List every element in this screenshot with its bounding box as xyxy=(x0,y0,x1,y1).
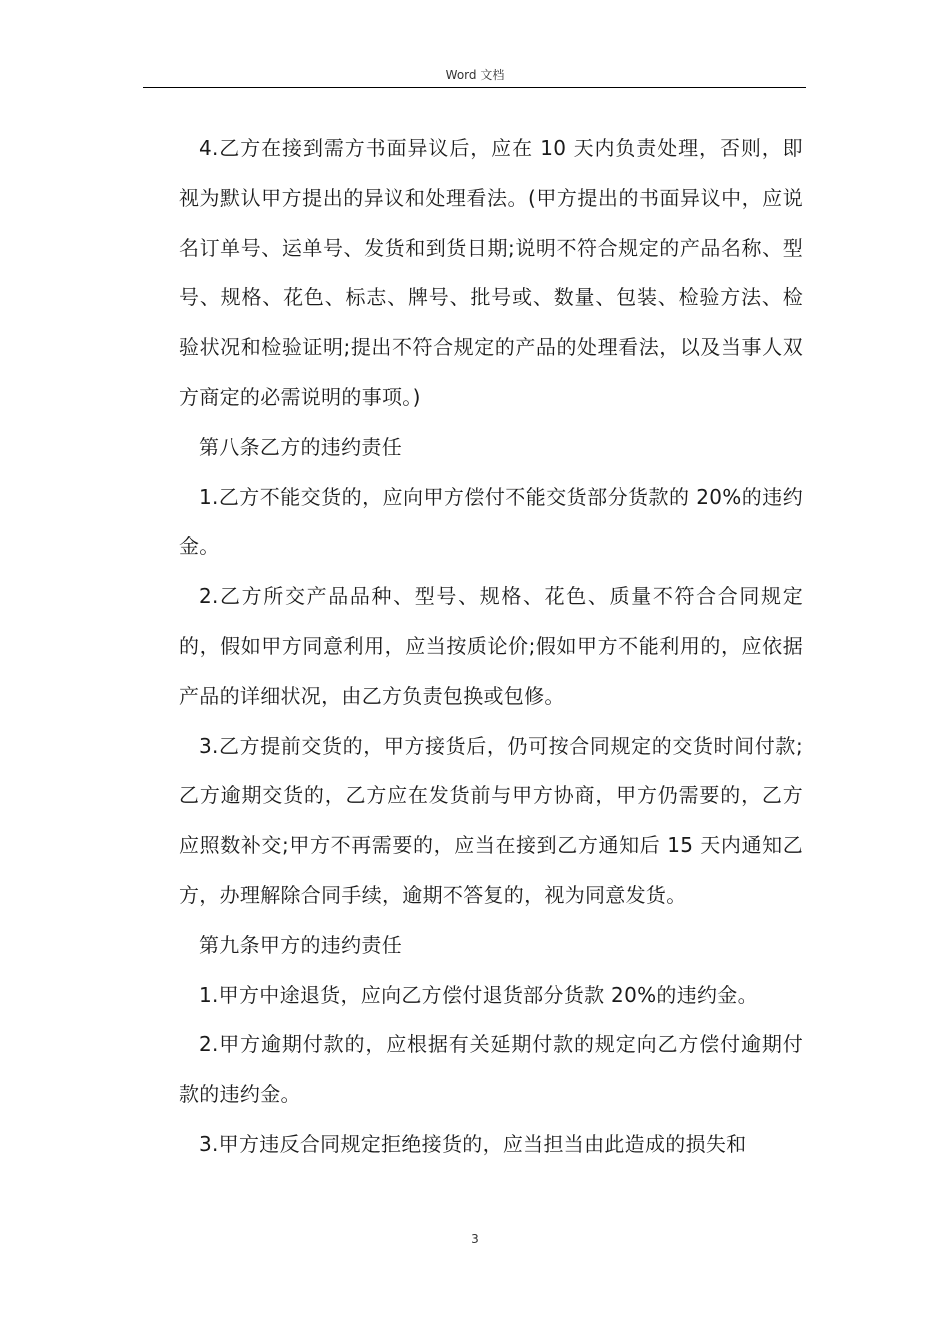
document-body xyxy=(179,124,803,1170)
paragraph-article-9-item-1: 1.甲方中途退货，应向乙方偿付退货部分货款 20%的违约金。 xyxy=(199,982,758,1007)
section-heading-article-9: 第九条甲方的违约责任 xyxy=(199,932,402,957)
paragraph-article-9-item-2: 2.甲方逾期付款的，应根据有关延期付款的规定向乙方偿付逾期付款的违约金。 xyxy=(179,1032,803,1107)
paragraph-article-8-item-3: 3.乙方提前交货的，甲方接货后，仍可按合同规定的交货时间付款;乙方逾期交货的，乙方应在发货前与甲方协商，甲方仍需要的，乙方应照数补交;甲方不再需要的，应当在接到乙方通知后 15 天内通知乙方，办理解除合同手续，逾期不答复的，视为同意发货。 xyxy=(179,733,803,907)
paragraph-clause-4: 4.乙方在接到需方书面异议后，应在 10 天内负责处理，否则，即视为默认甲方提出的异议和处理看法。(甲方提出的书面异议中，应说名订单号、运单号、发货和到货日期;说明不符合规定的产品名称、型号、规格、花色、标志、牌号、批号或、数量、包装、检验方法、检验状况和检验证明;提出不符合规定的产品的处理看法，以及当事人双方商定的必需说明的事项。) xyxy=(179,136,803,409)
page-number: 3 xyxy=(471,1232,479,1246)
header-divider xyxy=(143,87,806,88)
paragraph-article-8-item-2: 2.乙方所交产品品种、型号、规格、花色、质量不符合合同规定的，假如甲方同意利用，应当按质论价;假如甲方不能利用的，应依据产品的详细状况，由乙方负责包换或包修。 xyxy=(179,584,803,708)
page-header-title: Word 文档 xyxy=(445,68,505,82)
paragraph-article-9-item-3: 3.甲方违反合同规定拒绝接货的，应当担当由此造成的损失和 xyxy=(199,1131,747,1156)
paragraph-article-8-item-1: 1.乙方不能交货的，应向甲方偿付不能交货部分货款的 20%的违约金。 xyxy=(179,484,803,559)
section-heading-article-8: 第八条乙方的违约责任 xyxy=(199,434,402,459)
